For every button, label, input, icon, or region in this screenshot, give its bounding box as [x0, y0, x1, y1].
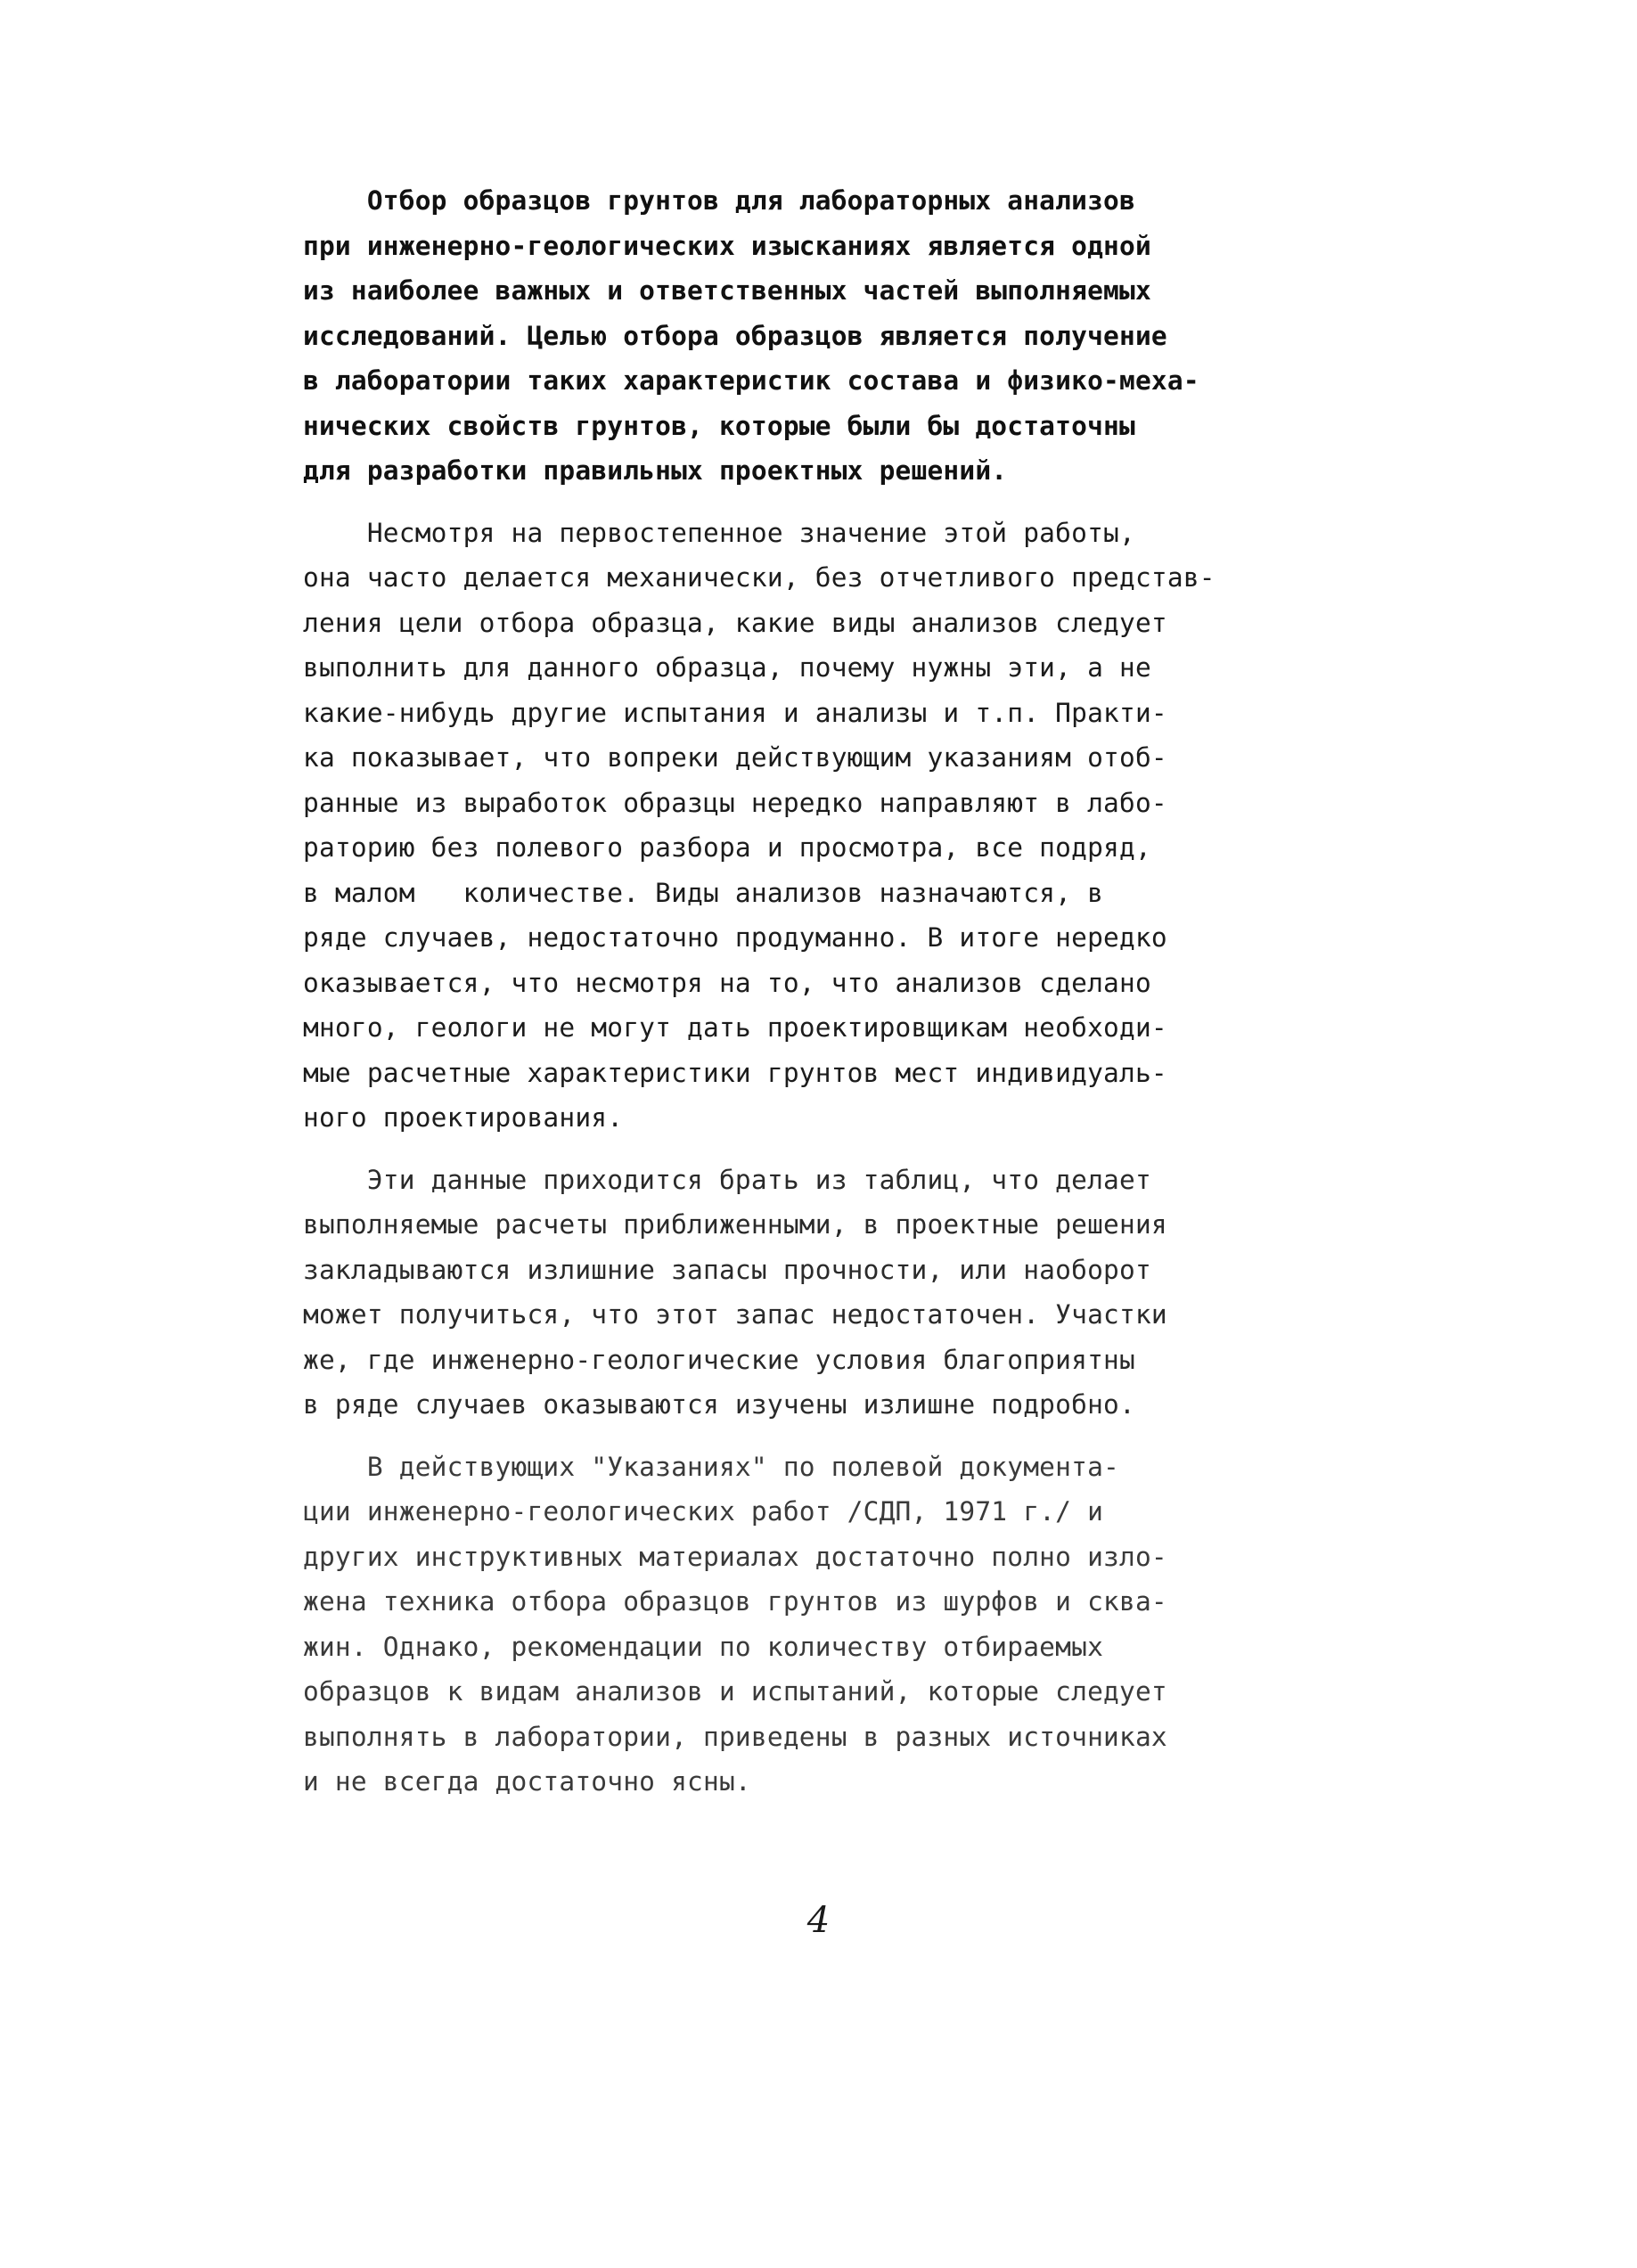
text-line: других инструктивных материалах достаточно полно изло-: [303, 1541, 1167, 1572]
text-line: раторию без полевого разбора и просмотра, все подряд,: [303, 832, 1151, 863]
text-line: ряде случаев, недостаточно продуманно. В итоге нередко: [303, 922, 1167, 953]
text-line: много, геологи не могут дать проектировщикам необходи-: [303, 1012, 1167, 1043]
text-line: В действующих "Указаниях" по полевой документа-: [303, 1451, 1119, 1482]
text-line: в малом количестве. Виды анализов назначаются, в: [303, 877, 1104, 908]
text-line: ка показывает, что вопреки действующим указаниям отоб-: [303, 742, 1167, 773]
text-line: выполнять в лаборатории, приведены в разных источниках: [303, 1721, 1167, 1752]
text-line: мые расчетные характеристики грунтов мест индивидуаль-: [303, 1057, 1167, 1088]
paragraph-3: [303, 1158, 1363, 1428]
text-line: ранные из выработок образцы нередко направляют в лабо-: [303, 787, 1167, 818]
text-line: Эти данные приходится брать из таблиц, что делает: [303, 1164, 1151, 1195]
text-line: Несмотря на первостепенное значение этой работы,: [303, 517, 1135, 548]
text-line: образцов к видам анализов и испытаний, которые следует: [303, 1676, 1167, 1707]
text-line: для разработки правильных проектных решений.: [303, 455, 1008, 486]
text-line: жена техника отбора образцов грунтов из шурфов и сква-: [303, 1586, 1167, 1617]
text-line: какие-нибудь другие испытания и анализы и т.п. Практи-: [303, 697, 1167, 728]
text-line: при инженерно-геологических изысканиях является одной: [303, 230, 1151, 261]
text-line: выполняемые расчеты приближенными, в проектные решения: [303, 1209, 1167, 1240]
text-line: может получиться, что этот запас недостаточен. Участки: [303, 1299, 1167, 1330]
text-line: выполнить для данного образца, почему нужны эти, а не: [303, 652, 1151, 683]
text-line: ного проектирования.: [303, 1102, 624, 1133]
page-number: 4: [806, 1900, 831, 1941]
text-line: в ряде случаев оказываются изучены излишне подробно.: [303, 1389, 1135, 1420]
text-line: и не всегда достаточно ясны.: [303, 1766, 751, 1797]
text-line: оказывается, что несмотря на то, что анализов сделано: [303, 967, 1151, 998]
text-line: она часто делается механически, без отчетливого представ-: [303, 562, 1215, 593]
text-line: исследований. Целью отбора образцов является получение: [303, 320, 1167, 351]
text-line: в лаборатории таких характеристик состава и физико-меха-: [303, 365, 1199, 396]
text-line: ления цели отбора образца, какие виды анализов следует: [303, 607, 1167, 638]
paragraph-4: [303, 1445, 1363, 1805]
text-line: нических свойств грунтов, которые были бы достаточны: [303, 410, 1135, 441]
text-line: из наиболее важных и ответственных частей выполняемых: [303, 275, 1151, 306]
paragraph-1: [303, 178, 1363, 494]
text-line: же, где инженерно-геологические условия благоприятны: [303, 1344, 1135, 1375]
text-line: жин. Однако, рекомендации по количеству отбираемых: [303, 1631, 1104, 1662]
text-line: Отбор образцов грунтов для лабораторных анализов: [303, 185, 1135, 216]
text-line: закладываются излишние запасы прочности, или наоборот: [303, 1254, 1151, 1285]
body-text: [303, 178, 1363, 1822]
text-line: ции инженерно-геологических работ /СДП, 1971 г./ и: [303, 1496, 1104, 1527]
paragraph-2: [303, 511, 1363, 1141]
